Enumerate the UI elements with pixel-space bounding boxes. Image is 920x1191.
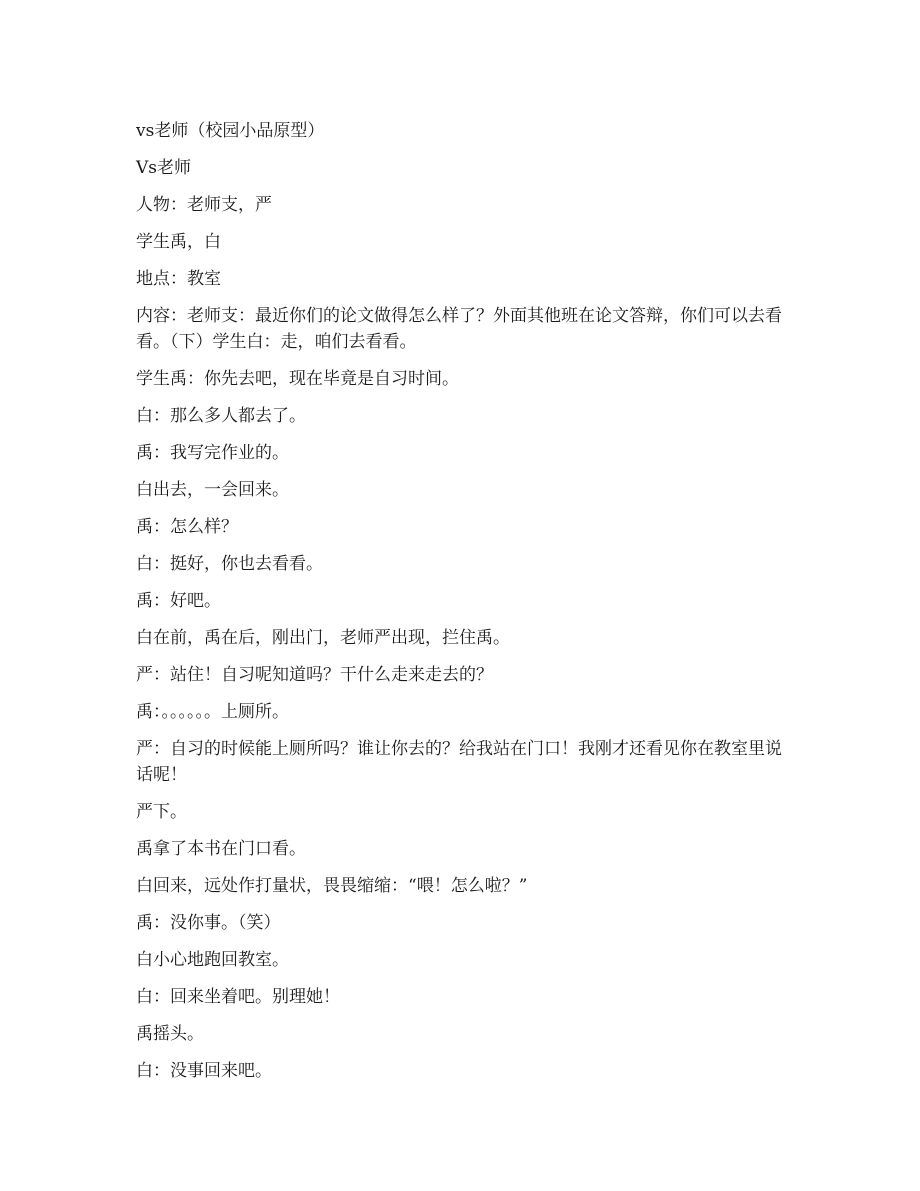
dialogue-line: 禹：我写完作业的。 bbox=[136, 443, 289, 463]
dialogue-line: 严：自习的时候能上厕所吗？谁让你去的？给我站在门口！我刚才还看见你在教室里说话呢！ bbox=[136, 739, 782, 785]
dialogue-line: 禹：。。。。。。上厕所。 bbox=[136, 702, 289, 722]
document-title: vs老师（校园小品原型） bbox=[136, 121, 325, 141]
location-line: 地点：教室 bbox=[136, 269, 221, 289]
stage-direction: 白出去，一会回来。 bbox=[136, 480, 289, 500]
script-title: Vs老师 bbox=[136, 158, 192, 178]
dialogue-line: 白：没事回来吧。 bbox=[136, 1061, 272, 1081]
stage-direction: 白在前，禹在后，刚出门，老师严出现，拦住禹。 bbox=[136, 628, 510, 648]
dialogue-line: 禹：没你事。（笑） bbox=[136, 913, 281, 933]
characters-line-students: 学生禹，白 bbox=[136, 232, 221, 252]
dialogue-line: 白：挺好，你也去看看。 bbox=[136, 554, 323, 574]
document-body bbox=[136, 118, 796, 1095]
stage-direction: 严下。 bbox=[136, 802, 187, 822]
dialogue-line: 禹：怎么样？ bbox=[136, 517, 238, 537]
dialogue-line: 严：站住！自习呢知道吗？干什么走来走去的？ bbox=[136, 665, 493, 685]
dialogue-line: 白：那么多人都去了。 bbox=[136, 406, 306, 426]
stage-direction: 禹摇头。 bbox=[136, 1024, 204, 1044]
dialogue-line: 禹：好吧。 bbox=[136, 591, 221, 611]
stage-direction: 禹拿了本书在门口看。 bbox=[136, 839, 306, 859]
stage-direction: 白小心地跑回教室。 bbox=[136, 950, 289, 970]
content-paragraph: 内容：老师支：最近你们的论文做得怎么样了？外面其他班在论文答辩，你们可以去看看。（下）学生白：走，咱们去看看。 bbox=[136, 306, 782, 352]
stage-direction: 白回来，远处作打量状，畏畏缩缩：“喂！怎么啦？” bbox=[136, 876, 528, 896]
characters-line: 人物：老师支，严 bbox=[136, 195, 272, 215]
dialogue-line: 白：回来坐着吧。别理她！ bbox=[136, 987, 340, 1007]
dialogue-line: 学生禹：你先去吧，现在毕竟是自习时间。 bbox=[136, 369, 459, 389]
